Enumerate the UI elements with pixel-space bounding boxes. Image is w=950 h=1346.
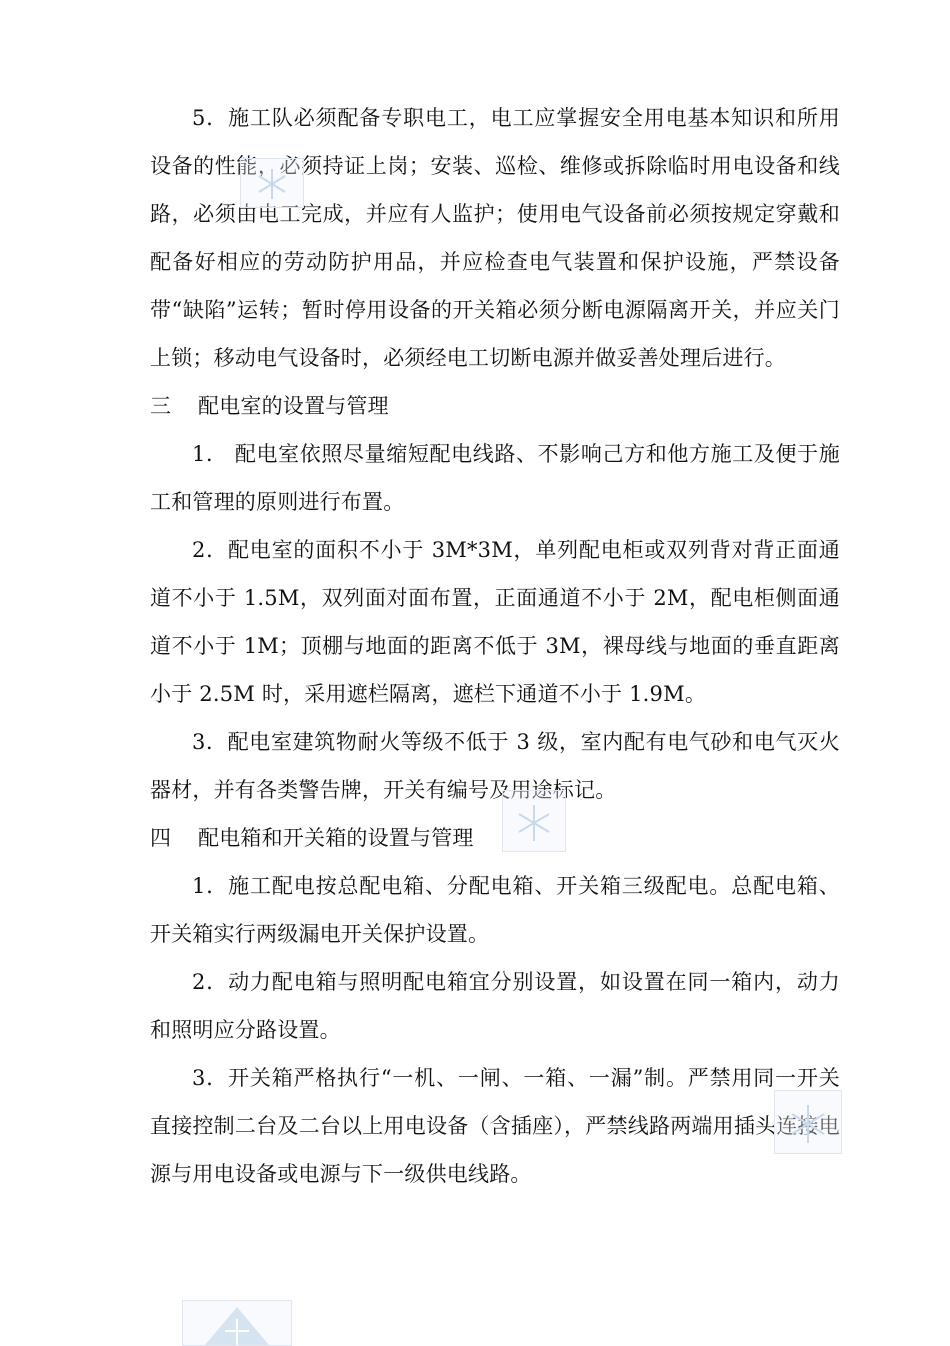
section-number: 三 bbox=[150, 394, 172, 418]
section-title: 配电箱和开关箱的设置与管理 bbox=[198, 826, 474, 850]
snowflake-watermark-icon bbox=[502, 790, 566, 852]
paragraph-power-lighting-boxes: 2．动力配电箱与照明配电箱宜分别设置，如设置在同一箱内，动力和照明应分路设置。 bbox=[150, 970, 840, 1042]
paragraph-room-dimensions: 2．配电室的面积不小于 3M*3M，单列配电柜或双列背对背正面通道不小于 1.5M，双列面对面布置，正面通道不小于 2M，配电柜侧面通道不小于 1M；顶棚与地面的距离不低于 3M，裸母线与地面的垂直距离小于 2.5M 时，采用遮栏隔离，遮栏下通道不小于 1.9M。 bbox=[150, 538, 840, 706]
paragraph-electrician-requirements: 5．施工队必须配备专职电工，电工应掌握安全用电基本知识和所用设备的性能，必须持证上岗；安装、巡检、维修或拆除临时用电设备和线路，必须由电工完成，并应有人监护；使用电气设备前必须按规定穿戴和配备好相应的劳动防护用品，并应检查电气装置和保护设施，严禁设备带“缺陷”运转；暂时停用设备的开关箱必须分断电源隔离开关，并应关门上锁；移动电气设备时，必须经电工切断电源并做妥善处理后进行。 bbox=[150, 106, 840, 370]
snowflake-watermark-icon bbox=[774, 1090, 842, 1154]
paragraph-three-level-distribution: 1．施工配电按总配电箱、分配电箱、开关箱三级配电。总配电箱、开关箱实行两级漏电开关保护设置。 bbox=[150, 874, 840, 946]
section-number: 四 bbox=[150, 826, 172, 850]
paragraph-room-fire-rating: 3．配电室建筑物耐火等级不低于 3 级，室内配有电气砂和电气灭火器材，并有各类警告牌，开关有编号及用途标记。 bbox=[150, 730, 840, 802]
snowflake-watermark-icon bbox=[182, 1300, 292, 1346]
snowflake-watermark-icon bbox=[240, 158, 304, 208]
paragraph-switch-box-rule: 3．开关箱严格执行“一机、一闸、一箱、一漏”制。严禁用同一开关直接控制二台及二台以上用电设备（含插座），严禁线路两端用插头连接电源与用电设备或电源与下一级供电线路。 bbox=[150, 1066, 840, 1186]
section-heading-distribution-room bbox=[150, 382, 840, 430]
paragraph-room-layout: 1． 配电室依照尽量缩短配电线路、不影响己方和他方施工及便于施工和管理的原则进行布置。 bbox=[150, 442, 840, 514]
section-heading-distribution-boxes bbox=[150, 814, 840, 862]
section-title: 配电室的设置与管理 bbox=[198, 394, 389, 418]
document-body bbox=[150, 94, 840, 1198]
